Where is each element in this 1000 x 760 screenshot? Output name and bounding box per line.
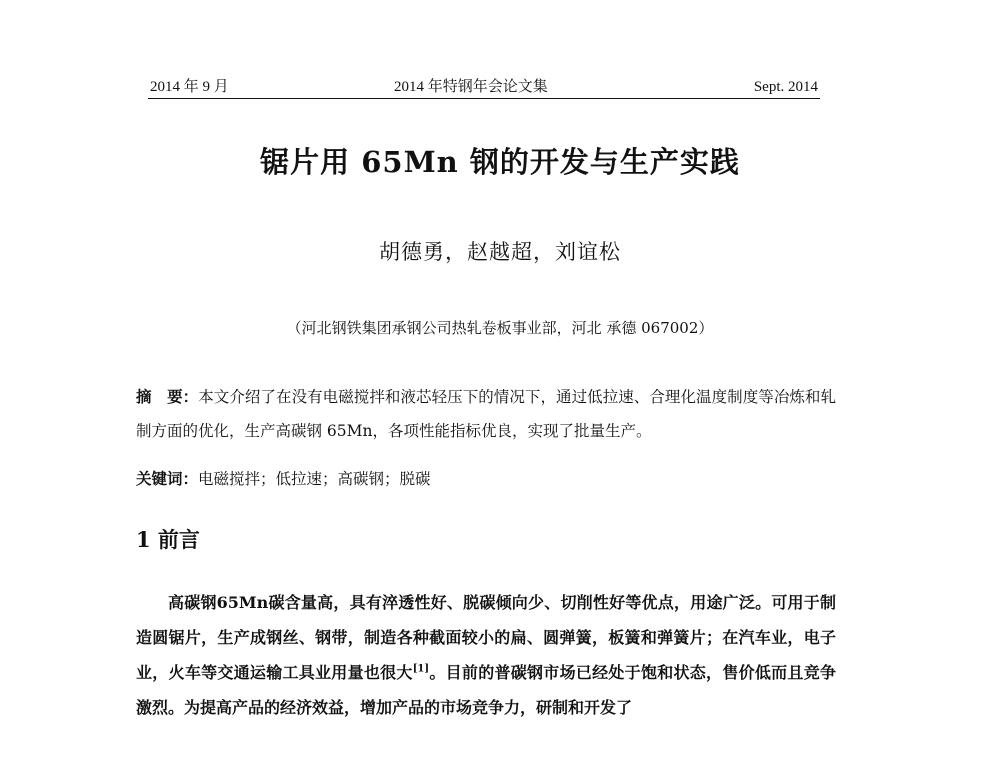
keywords (136, 462, 836, 496)
citation-ref: [1] (412, 663, 430, 675)
paper-title: 锯片用 65Mn 钢的开发与生产实践 (260, 145, 740, 179)
header-date-cn: 2014 年 9 月 (150, 79, 229, 95)
header-date-en: Sept. 2014 (753, 79, 818, 95)
keywords-label: 关键词： (136, 469, 199, 488)
keywords-text: 电磁搅拌；低拉速；高碳钢；脱碳 (198, 470, 431, 488)
running-header (148, 74, 820, 99)
abstract-text: 本文介绍了在没有电磁搅拌和液芯轻压下的情况下，通过低拉速、合理化温度制度等冶炼和轧制方面的优化，生产高碳钢 65Mn，各项性能指标优良，实现了批量生产。 (136, 388, 836, 440)
body-text-part1: 高碳钢65Mn碳含量高，具有淬透性好、脱碳倾向少、切削性好等优点，用途广泛。可用于制造圆锯片，生产成钢丝、钢带，制造各种截面较小的扁、圆弹簧，板簧和弹簧片；在汽车业，电子业，火车等交通运输工具业用量也很大 (136, 593, 836, 682)
section-heading-introduction: 1 前言 (136, 527, 200, 552)
header-proceedings-title: 2014 年特钢年会论文集 (394, 79, 548, 95)
author-affiliation: （河北钢铁集团承钢公司热轧卷板事业部，河北 承德 067002） (286, 319, 714, 337)
body-paragraph (136, 585, 836, 725)
abstract (136, 380, 836, 448)
abstract-label: 摘 要： (136, 387, 199, 406)
body-text-part2: 。目前的普碳钢市场已经处于饱和状态，售价低而且竞争激烈。为提高产品的经济效益，增加产品的市场竞争力，研制和开发了 (136, 663, 836, 717)
paper-authors: 胡德勇，赵越超，刘谊松 (379, 240, 621, 264)
